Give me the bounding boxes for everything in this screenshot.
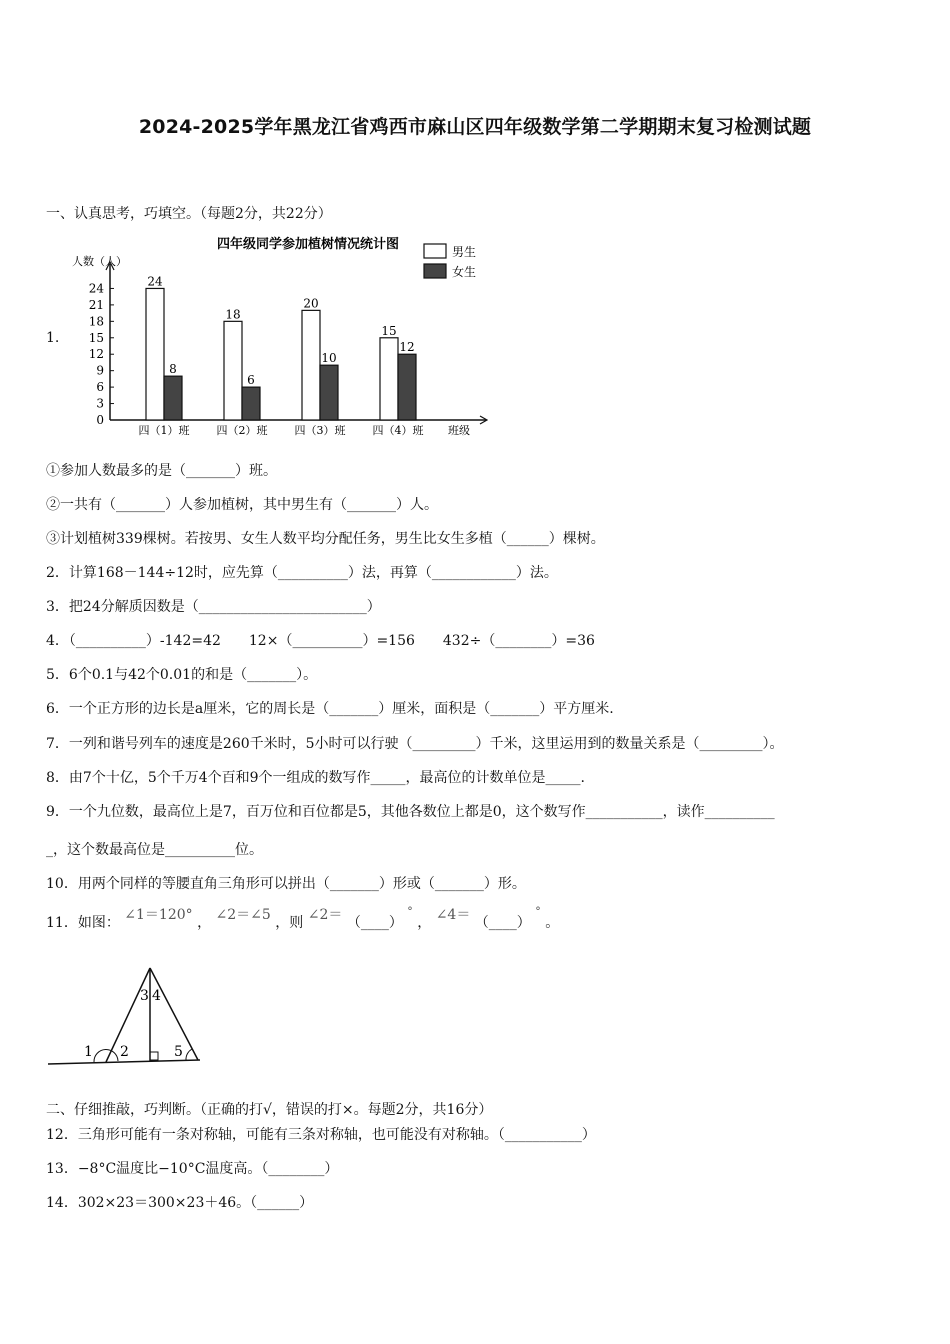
triangle-figure (46, 960, 206, 1070)
q11-prefix: 11．如图： (46, 915, 120, 931)
chart-y-tick-label: 21 (88, 297, 104, 312)
q11-deg4: ° (535, 905, 541, 918)
bar-chart (68, 232, 488, 442)
chart-legend-label: 男生 (452, 245, 477, 259)
chart-x-tick-label: 四（4）班 (372, 424, 424, 437)
chart-legend-swatch (424, 244, 446, 258)
chart-bars (146, 274, 416, 420)
chart-legend (424, 244, 476, 279)
question-8: 8．由7个十亿，5个千万4个百和9个一组成的数写作_____，最高位的计数单位是_____. (46, 770, 585, 786)
chart-legend-label: 女生 (452, 265, 477, 279)
question-7: 7．一列和谐号列车的速度是260千米时，5小时可以行驶（_________）千米，这里运用到的数量关系是（_________）。 (46, 736, 784, 752)
chart-bar-boys (380, 338, 398, 420)
section-1-heading: 一、认真思考，巧填空。（每题2分，共22分） (46, 206, 332, 222)
chart-x-axis-label: 班级 (448, 424, 470, 437)
question-2: 2．计算168－144÷12时，应先算（__________）法，再算（____________）法。 (46, 565, 558, 581)
fig-label-2: 2 (120, 1044, 129, 1060)
q11-expr4: ∠4＝ (435, 907, 471, 923)
chart-y-axis-label: 人数（人） (72, 255, 127, 268)
chart-y-tick-label: 18 (88, 314, 104, 329)
q11-expr3: ∠2＝ (307, 907, 343, 923)
chart-bar-girls (242, 387, 260, 420)
q11-deg3: ° (407, 905, 413, 918)
fig-label-3: 3 (140, 988, 149, 1004)
q11-expr1: ∠1＝120° (124, 907, 193, 923)
q11-mid: ，则 (275, 915, 304, 931)
chart-x-tick-label: 四（2）班 (216, 424, 268, 437)
chart-bar-boys (224, 321, 242, 420)
chart-legend-swatch (424, 264, 446, 278)
chart-y-tick-label: 15 (88, 330, 104, 345)
q1-sub3: ③计划植树339棵树。若按男、女生人数平均分配任务，男生比女生多植（______）棵树。 (46, 531, 605, 547)
chart-y-tick-label: 24 (88, 281, 104, 296)
q1-sub1: ①参加人数最多的是（_______）班。 (46, 463, 277, 479)
q11-expr2: ∠2＝∠5 (215, 907, 271, 923)
question-12: 12．三角形可能有一条对称轴，可能有三条对称轴，也可能没有对称轴。（___________） (46, 1127, 596, 1143)
fig-angle-arc-5 (186, 1049, 192, 1060)
q11-comma2: ， (417, 915, 432, 931)
chart-y-tick-label: 3 (96, 396, 104, 411)
section-2-heading: 二、仔细推敲，巧判断。（正确的打√，错误的打×。每题2分，共16分） (46, 1102, 493, 1118)
chart-data-label: 8 (169, 362, 177, 377)
chart-data-label: 20 (303, 296, 319, 311)
chart-bar-girls (164, 376, 182, 420)
chart-x-tick-label: 四（1）班 (138, 424, 190, 437)
chart-data-label: 24 (147, 274, 163, 289)
chart-y-tick-label: 12 (88, 347, 104, 362)
q11-end: 。 (545, 915, 560, 931)
chart-x-labels (139, 423, 424, 437)
question-6: 6．一个正方形的边长是a厘米，它的周长是（_______）厘米，面积是（_______）平方厘米. (46, 701, 614, 717)
q1-sub2: ②一共有（_______）人参加植树，其中男生有（_______）人。 (46, 497, 438, 513)
q11-blank4: （____） (474, 915, 531, 931)
question-11 (46, 905, 560, 932)
chart-data-label: 10 (321, 351, 337, 366)
chart-title: 四年级同学参加植树情况统计图 (216, 237, 400, 252)
question-9-line2: _，这个数最高位是__________位。 (46, 842, 263, 858)
fig-angle-arc-1-2 (94, 1049, 118, 1062)
fig-base-line (48, 1060, 200, 1064)
page-title: 2024-2025学年黑龙江省鸡西市麻山区四年级数学第二学期期末复习检测试题 (138, 116, 812, 138)
question-13: 13．−8°C温度比−10°C温度高。（________） (46, 1161, 339, 1177)
question-14: 14．302×23＝300×23＋46。（______） (46, 1195, 314, 1211)
fig-label-5: 5 (174, 1044, 183, 1060)
fig-label-4: 4 (152, 988, 161, 1004)
question-9-line1: 9．一个九位数，最高位上是7，百万位和百位都是5，其他各数位上都是0，这个数写作___________，读作__________ (46, 804, 775, 820)
chart-y-tick-label: 6 (96, 380, 104, 395)
chart-bar-boys (302, 310, 320, 420)
chart-y-tick-label: 9 (96, 363, 104, 378)
chart-bar-girls (320, 365, 338, 420)
q11-comma1: ， (197, 915, 212, 931)
chart-y-tick-label: 0 (96, 413, 104, 427)
chart-data-label: 15 (381, 323, 397, 338)
question-4: 4．（__________）-142=42 12×（__________）=156 432÷（________）=36 (46, 633, 595, 649)
chart-bar-girls (398, 354, 416, 420)
q11-blank3: （____） (346, 915, 403, 931)
chart-bar-boys (146, 288, 164, 420)
q1-number: 1. (46, 330, 60, 346)
question-10: 10．用两个同样的等腰直角三角形可以拼出（_______）形或（_______）形。 (46, 876, 526, 892)
fig-right-angle-mark (150, 1052, 158, 1060)
chart-x-tick-label: 四（3）班 (294, 424, 346, 437)
fig-label-1: 1 (84, 1044, 93, 1060)
chart-data-label: 6 (247, 373, 255, 388)
question-3: 3．把24分解质因数是（________________________） (46, 599, 381, 615)
chart-data-label: 12 (399, 340, 415, 355)
chart-data-label: 18 (225, 307, 241, 322)
question-5: 5．6个0.1与42个0.01的和是（_______）。 (46, 667, 318, 683)
